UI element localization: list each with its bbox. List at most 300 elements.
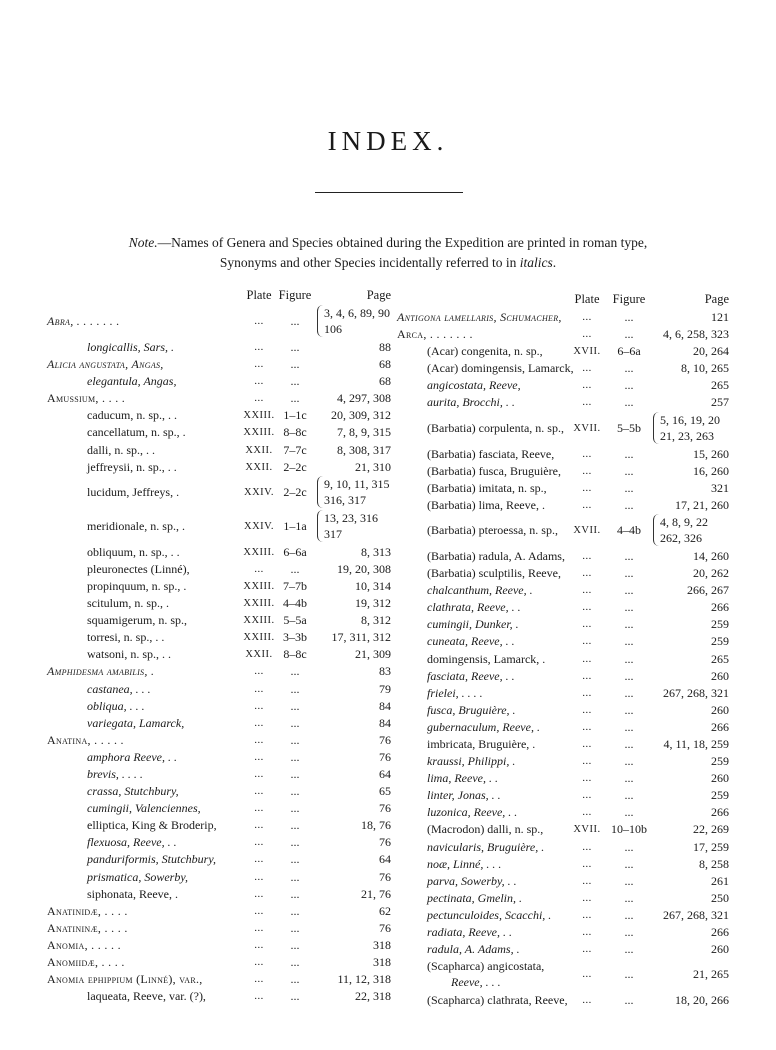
entry-name: Anatininæ, . . . .	[47, 920, 128, 935]
header-plate: Plate	[574, 292, 600, 306]
index-entry	[397, 770, 737, 787]
entry-plate: XVII.	[573, 346, 601, 358]
index-entry	[397, 463, 737, 480]
index-entry	[397, 633, 737, 650]
entry-plate: ...	[254, 666, 264, 678]
entry-plate: ...	[582, 448, 592, 460]
entry-pages: 260	[711, 771, 729, 786]
entry-figure: 10–10b	[611, 822, 647, 837]
entry-name: navicularis, Bruguière, .	[427, 839, 545, 854]
entry-pages-line-2: 262, 326	[660, 530, 702, 545]
entry-pages: 88	[379, 340, 391, 354]
entry-name: jeffreysii, n. sp., . .	[87, 459, 177, 474]
index-entry	[397, 668, 737, 685]
entry-name: longicallis, Sars, .	[87, 340, 175, 354]
entry-plate: ...	[254, 717, 264, 729]
entry-name: elliptica, King & Broderip,	[87, 818, 217, 833]
entry-plate: XXIII.	[243, 598, 275, 610]
entry-pages: 21, 76	[361, 886, 391, 901]
entry-pages: 259	[711, 634, 729, 649]
header-page: Page	[366, 288, 391, 302]
entry-figure: ...	[624, 548, 634, 563]
entry-figure: 5–5b	[617, 420, 641, 435]
entry-pages: 65	[379, 784, 391, 799]
index-entry	[397, 514, 737, 548]
entry-plate: XXII.	[245, 649, 273, 661]
entry-plate: ...	[254, 376, 264, 388]
entry-name: (Barbatia) fasciata, Reeve,	[427, 446, 555, 461]
entry-pages-line-1: 9, 10, 11, 315	[324, 476, 390, 491]
entry-pages: 8, 308, 317	[337, 442, 391, 457]
entry-pages: 76	[379, 732, 391, 747]
index-entry	[397, 685, 737, 702]
entry-name: gubernaculum, Reeve, .	[427, 719, 540, 734]
index-entry	[397, 856, 737, 873]
entry-plate: XXIV.	[243, 520, 275, 532]
entry-figure: ...	[624, 736, 634, 751]
entry-figure: ...	[624, 361, 634, 376]
entry-name: scitulum, n. sp., .	[87, 596, 170, 611]
index-column-left	[47, 288, 395, 1005]
entry-plate: XVII.	[573, 824, 601, 836]
entry-plate: ...	[582, 687, 592, 699]
entry-name: panduriformis, Stutchbury,	[87, 852, 217, 867]
entry-figure: 3–3b	[283, 630, 307, 645]
index-entry	[397, 736, 737, 753]
entry-figure: ...	[624, 702, 634, 717]
entry-figure: ...	[624, 395, 634, 410]
entry-figure: ...	[624, 839, 634, 854]
entry-pages: 18, 20, 266	[675, 993, 729, 1008]
entry-name	[397, 958, 544, 990]
entry-pages	[317, 476, 398, 508]
entry-pages: 8, 313	[361, 544, 391, 559]
entry-figure: ...	[624, 907, 634, 922]
entry-figure: 7–7b	[283, 578, 307, 593]
entry-figure: ...	[290, 818, 300, 833]
index-entry	[397, 599, 737, 616]
index-entry	[397, 326, 737, 343]
index-entry	[47, 510, 395, 544]
entry-name: pleuronectes (Linné),	[87, 561, 190, 576]
entry-plate: ...	[582, 892, 592, 904]
note-label: Note.	[128, 235, 158, 250]
entry-figure: ...	[290, 852, 300, 867]
entry-name: angicostata, Reeve,	[427, 378, 521, 393]
entry-pages: 4, 11, 18, 259	[663, 736, 729, 751]
entry-plate: XXIII.	[243, 410, 275, 422]
entry-plate: XXIII.	[243, 615, 275, 627]
index-entry	[47, 629, 395, 646]
entry-plate: ...	[582, 995, 592, 1007]
entry-pages: 8, 312	[361, 613, 391, 628]
entry-pages: 76	[379, 801, 391, 816]
entry-name: cumingii, Dunker, .	[427, 617, 519, 632]
entry-pages: 62	[379, 903, 391, 918]
entry-pages: 261	[711, 873, 729, 888]
entry-figure: ...	[290, 749, 300, 764]
entry-pages: 266	[711, 925, 729, 939]
index-entry	[47, 442, 395, 459]
index-entry	[47, 476, 395, 510]
entry-pages	[317, 305, 398, 337]
entry-name: obliqua, . . .	[87, 698, 145, 713]
editorial-note	[40, 233, 736, 273]
index-entry	[47, 339, 395, 356]
entry-figure: ...	[624, 617, 634, 632]
entry-plate: ...	[582, 312, 592, 323]
entry-pages: 266	[711, 805, 729, 820]
index-entry	[47, 766, 395, 783]
entry-figure: 2–2c	[283, 459, 307, 474]
entry-plate: XXIII.	[243, 427, 275, 439]
entry-plate: ...	[582, 858, 592, 870]
entry-plate: ...	[254, 837, 264, 849]
entry-name: Anatina, . . . . .	[47, 732, 124, 747]
entry-name: frielei, . . . .	[427, 685, 483, 700]
entry-figure: ...	[624, 873, 634, 888]
entry-plate: ...	[254, 316, 264, 327]
entry-plate: ...	[582, 909, 592, 921]
index-entry	[47, 407, 395, 424]
index-entry	[397, 907, 737, 924]
entry-plate: XXII.	[245, 444, 273, 456]
entry-pages: 22, 318	[355, 989, 391, 1004]
entry-figure: ...	[624, 967, 634, 982]
entry-plate: ...	[582, 602, 592, 614]
entry-plate: ...	[582, 704, 592, 716]
entry-name: (Barbatia) pteroessa, n. sp.,	[427, 522, 558, 537]
index-entry	[397, 702, 737, 719]
entry-figure: ...	[290, 314, 300, 328]
entry-name: (Barbatia) imitata, n. sp.,	[427, 480, 547, 495]
index-entry	[47, 783, 395, 800]
index-entry	[397, 412, 737, 446]
entry-pages: 20, 264	[693, 344, 729, 359]
index-entry	[397, 377, 737, 394]
entry-pages: 260	[711, 702, 729, 717]
entry-pages: 266	[711, 600, 729, 615]
entry-figure: ...	[290, 972, 300, 987]
entry-pages: 265	[711, 378, 729, 393]
header-figure: Figure	[612, 292, 646, 306]
entry-pages: 64	[379, 852, 391, 867]
index-entry	[47, 390, 395, 407]
entry-plate: XXII.	[245, 461, 273, 473]
index-entry	[397, 480, 737, 497]
entry-name: Anatinidæ, . . . .	[47, 903, 128, 918]
entry-figure: ...	[624, 463, 634, 478]
entry-figure: 4–4b	[617, 522, 641, 537]
entry-plate: ...	[254, 751, 264, 763]
header-figure: Figure	[278, 288, 312, 302]
entry-plate: ...	[582, 927, 592, 938]
entry-plate: XXIV.	[243, 486, 275, 498]
entry-figure: ...	[290, 340, 300, 354]
column-header-right	[397, 292, 737, 309]
entry-plate: ...	[254, 957, 264, 968]
entry-plate: ...	[582, 585, 592, 597]
entry-plate: ...	[582, 670, 592, 682]
index-entry	[47, 971, 395, 988]
entry-plate: ...	[254, 803, 264, 815]
entry-pages: 17, 311, 312	[331, 630, 391, 645]
entry-figure: ...	[624, 600, 634, 615]
entry-figure: ...	[290, 903, 300, 918]
entry-pages-line-1: 4, 8, 9, 22	[660, 514, 708, 529]
index-entry	[47, 851, 395, 868]
index-entry	[47, 937, 395, 954]
entry-name: Amussium, . . . .	[47, 391, 126, 406]
entry-pages: 68	[379, 374, 391, 389]
entry-pages: 76	[379, 835, 391, 850]
entry-plate: ...	[582, 465, 592, 477]
index-entry	[397, 804, 737, 821]
entry-plate: ...	[582, 944, 592, 956]
index-entry	[47, 732, 395, 749]
entry-name: (Acar) congenita, n. sp.,	[427, 344, 543, 359]
entry-plate: ...	[254, 342, 264, 353]
entry-plate: ...	[254, 991, 264, 1003]
entry-figure: ...	[624, 942, 634, 957]
entry-name: (Acar) domingensis, Lamarck,	[427, 361, 574, 376]
entry-name: imbricata, Bruguière, .	[427, 736, 536, 751]
entry-figure: ...	[290, 920, 300, 935]
index-entry	[397, 890, 737, 907]
entry-plate: ...	[582, 738, 592, 750]
entry-pages: 22, 269	[693, 822, 729, 837]
index-entry	[47, 800, 395, 817]
entry-name: Arca, . . . . . . .	[397, 327, 473, 342]
entry-figure: ...	[290, 801, 300, 816]
entry-pages: 267, 268, 321	[663, 907, 729, 922]
entry-name: elegantula, Angas,	[87, 374, 177, 389]
entry-figure: ...	[290, 835, 300, 850]
entry-pages: 17, 21, 260	[675, 497, 729, 512]
entry-figure: ...	[290, 374, 300, 389]
index-entry	[47, 356, 395, 373]
index-entry	[47, 305, 395, 339]
entry-pages: 16, 260	[693, 463, 729, 478]
entry-pages: 321	[711, 480, 729, 495]
entry-pages: 76	[379, 869, 391, 884]
index-entry	[397, 360, 737, 377]
index-entries-right	[397, 309, 737, 1009]
entry-name: radiata, Reeve, . .	[427, 925, 512, 939]
entry-figure: ...	[624, 668, 634, 683]
index-entry	[397, 446, 737, 463]
entry-pages: 14, 260	[693, 548, 729, 563]
entry-plate: ...	[582, 721, 592, 733]
entry-plate: ...	[254, 768, 264, 780]
entry-pages: 259	[711, 617, 729, 632]
index-entry	[47, 817, 395, 834]
entry-plate: ...	[582, 807, 592, 819]
entry-figure: 2–2c	[283, 484, 307, 499]
entry-name: caducum, n. sp., . .	[87, 408, 177, 423]
title-divider	[315, 192, 463, 193]
index-entry	[397, 651, 737, 668]
entry-plate: ...	[254, 786, 264, 798]
entry-name: (Barbatia) lima, Reeve, .	[427, 497, 545, 512]
entry-plate: ...	[582, 397, 592, 409]
entry-plate: ...	[254, 563, 264, 575]
entry-name: torresi, n. sp., . .	[87, 630, 165, 645]
entry-name: (Barbatia) radula, A. Adams,	[427, 548, 565, 563]
index-entry	[47, 903, 395, 920]
entry-name: kraussi, Philippi, .	[427, 754, 516, 769]
entry-pages: 121	[711, 310, 729, 324]
entry-figure: ...	[290, 955, 300, 969]
index-entry	[397, 565, 737, 582]
entry-name: dalli, n. sp., . .	[87, 442, 155, 457]
index-entry	[47, 886, 395, 903]
entry-pages: 265	[711, 651, 729, 666]
entry-figure: ...	[290, 357, 300, 372]
entry-figure: 1–1c	[283, 408, 307, 423]
index-entry	[47, 373, 395, 390]
note-text-1: —Names of Genera and Species obtained during the Expedition are printed in roman type,	[157, 235, 648, 250]
entry-name: luzonica, Reeve, . .	[427, 805, 518, 820]
entry-pages: 11, 12, 318	[337, 972, 391, 987]
entry-plate: ...	[582, 773, 592, 785]
page-title: INDEX.	[327, 126, 449, 156]
entry-name: chalcanthum, Reeve, .	[427, 583, 533, 598]
entry-name: aurita, Brocchi, . .	[427, 395, 515, 410]
note-line-2	[220, 255, 556, 270]
entry-name: pectunculoides, Scacchi, .	[427, 907, 552, 922]
entry-name: parva, Sowerby, . .	[427, 873, 517, 888]
entry-plate: ...	[582, 790, 592, 802]
entry-figure: ...	[624, 446, 634, 461]
index-entry	[397, 548, 737, 565]
entry-name: Anomia, . . . . .	[47, 937, 121, 952]
entry-figure: 4–4b	[283, 596, 307, 611]
index-entry	[47, 646, 395, 663]
entry-pages-line-1: 3, 4, 6, 89, 90	[324, 306, 390, 320]
entry-name: fasciata, Reeve, . .	[427, 668, 515, 683]
entry-pages: 19, 312	[355, 596, 391, 611]
entry-figure: ...	[624, 856, 634, 871]
entry-plate: XXIII.	[243, 632, 275, 644]
entry-pages: 83	[379, 664, 391, 679]
entry-figure: ...	[624, 719, 634, 734]
entry-name: (Macrodon) dalli, n. sp.,	[427, 822, 544, 837]
entry-name: propinquum, n. sp., .	[87, 578, 187, 593]
entry-pages-line-1: 5, 16, 19, 20	[660, 412, 720, 427]
entry-name: linter, Jonas, . .	[427, 788, 501, 803]
index-entry	[397, 497, 737, 514]
index-entry	[47, 544, 395, 561]
index-entry	[47, 595, 395, 612]
index-entry	[47, 749, 395, 766]
entry-name: Alicia angustata, Angas,	[47, 357, 164, 372]
index-entry	[397, 343, 737, 360]
entry-name: radula, A. Adams, .	[427, 942, 520, 957]
note-line-1	[129, 235, 647, 250]
entry-plate: ...	[582, 568, 592, 580]
index-entry	[47, 715, 395, 732]
entry-plate: ...	[582, 969, 592, 981]
index-entry	[47, 424, 395, 441]
entry-plate: ...	[582, 329, 592, 341]
entry-plate: ...	[254, 922, 264, 934]
entry-figure: 1–1a	[283, 518, 307, 533]
entry-plate: ...	[254, 974, 264, 986]
entry-pages-line-2: 317	[324, 526, 342, 541]
entry-figure: ...	[624, 771, 634, 786]
index-entry	[47, 869, 395, 886]
note-end: .	[552, 255, 557, 270]
entry-pages-line-2: 316, 317	[324, 492, 366, 507]
entry-pages: 15, 260	[693, 446, 729, 461]
entry-pages: 20, 262	[693, 566, 729, 581]
entry-pages: 21, 265	[693, 967, 729, 982]
entry-name: obliquum, n. sp., . .	[87, 544, 180, 559]
entry-plate: XVII.	[573, 422, 601, 434]
entry-name: prismatica, Sowerby,	[87, 869, 188, 884]
entry-figure: ...	[624, 788, 634, 803]
index-entry	[397, 394, 737, 411]
entry-figure: 6–6a	[283, 544, 307, 559]
entry-pages: 18, 76	[361, 818, 391, 833]
entry-plate: ...	[582, 636, 592, 648]
entry-pages-line-2: 106	[324, 322, 342, 336]
entry-name: (Barbatia) corpulenta, n. sp.,	[427, 420, 564, 435]
entry-figure: ...	[290, 561, 300, 576]
entry-name: cuneata, Reeve, . .	[427, 634, 515, 649]
entry-plate: ...	[582, 619, 592, 631]
index-entry	[397, 992, 737, 1009]
entry-figure: ...	[624, 925, 634, 939]
entry-figure: ...	[624, 327, 634, 342]
entry-name: cancellatum, n. sp., .	[87, 425, 186, 440]
entry-plate: XVII.	[573, 524, 601, 536]
entry-name: flexuosa, Reeve, . .	[87, 835, 177, 850]
index-entry	[397, 941, 737, 958]
entry-name: meridionale, n. sp., .	[87, 518, 185, 533]
entry-plate: XXIII.	[243, 546, 275, 558]
entry-figure: ...	[624, 754, 634, 769]
entry-figure: ...	[290, 391, 300, 406]
index-entry	[47, 988, 395, 1005]
index-entry	[397, 309, 737, 326]
entry-figure: ...	[290, 989, 300, 1004]
entry-pages: 84	[379, 715, 391, 730]
entry-pages: 266, 267	[687, 583, 729, 598]
entry-figure: 8–8c	[283, 425, 307, 440]
entry-pages: 266	[711, 719, 729, 734]
entry-name: Abra, . . . . . . .	[47, 314, 120, 328]
entry-plate: ...	[254, 888, 264, 900]
entry-pages: 260	[711, 942, 729, 957]
index-entry	[397, 839, 737, 856]
entry-pages: 79	[379, 681, 391, 696]
entry-pages: 259	[711, 788, 729, 803]
index-entry	[47, 681, 395, 698]
entry-figure: ...	[290, 886, 300, 901]
entry-figure: ...	[624, 993, 634, 1008]
index-entry	[47, 561, 395, 578]
entry-figure: ...	[290, 681, 300, 696]
entry-name: variegata, Lamarck,	[87, 715, 185, 730]
entry-pages: 21, 309	[355, 647, 391, 662]
index-entries-left	[47, 305, 395, 1005]
entry-pages: 4, 6, 258, 323	[663, 327, 729, 342]
entry-pages	[653, 412, 736, 444]
entry-name: pectinata, Gmelin, .	[427, 890, 522, 905]
entry-name: crassa, Stutchbury,	[87, 784, 179, 799]
